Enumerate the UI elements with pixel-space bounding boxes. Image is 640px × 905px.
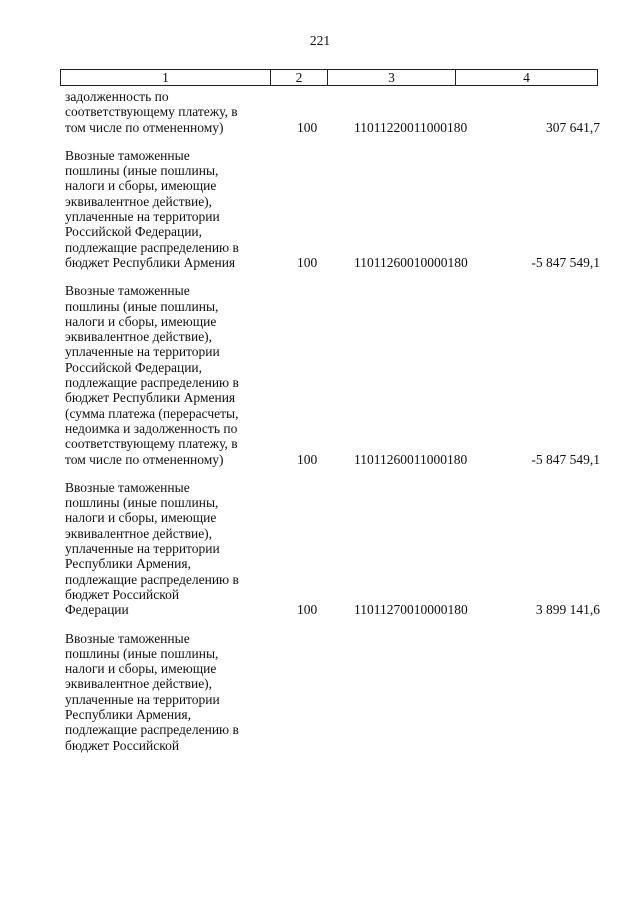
description-line: Республики Армения, [65, 706, 191, 722]
description-line: подлежащие распределению в [65, 239, 239, 255]
row-description [65, 89, 268, 135]
description-line: том числе по отмененному) [65, 119, 224, 135]
table-row [65, 148, 605, 270]
description-line: пошлины (иные пошлины, [65, 645, 219, 661]
table-row [65, 480, 605, 618]
description-line: соответствующему платежу, в [65, 104, 238, 120]
table-row [65, 89, 605, 135]
row-amount: -5 847 549,1 [531, 451, 600, 467]
row-kbk: 11011260011000180 [354, 451, 468, 467]
description-line: бюджет Российской [65, 586, 180, 602]
description-line: бюджет Российской [65, 737, 180, 753]
description-line: Российской Федерации, [65, 224, 203, 240]
description-line: (сумма платежа (перерасчеты, [65, 405, 239, 421]
row-description [65, 480, 268, 618]
description-line: подлежащие распределению в [65, 375, 239, 391]
description-line: Российской Федерации, [65, 359, 203, 375]
description-line: задолженность по [65, 89, 169, 104]
row-kbk: 11011220011000180 [354, 119, 468, 135]
row-code: 100 [297, 451, 318, 467]
row-amount: 307 641,7 [546, 119, 600, 135]
description-line: Республики Армения, [65, 556, 191, 572]
description-line: Ввозные таможенные [65, 283, 190, 299]
table-row [65, 283, 605, 467]
row-description [65, 283, 268, 467]
description-line: уплаченные на территории [65, 691, 220, 707]
description-line: эквивалентное действие), [65, 676, 213, 692]
description-line: подлежащие распределению в [65, 571, 239, 587]
description-line: недоимка и задолженность по [65, 420, 238, 436]
row-description [65, 148, 268, 270]
description-line: бюджет Республики Армения [65, 390, 236, 406]
table-row [65, 631, 605, 753]
description-line: пошлины (иные пошлины, [65, 495, 219, 511]
description-line: Ввозные таможенные [65, 479, 190, 495]
description-line: уплаченные на территории [65, 209, 220, 225]
row-kbk: 11011260010000180 [354, 254, 468, 270]
description-line: эквивалентное действие), [65, 193, 213, 209]
description-line: пошлины (иные пошлины, [65, 298, 219, 314]
description-line: налоги и сборы, имеющие [65, 178, 217, 194]
row-code: 100 [297, 602, 318, 618]
header-col-4: 4 [523, 70, 530, 85]
description-line: уплаченные на территории [65, 344, 220, 360]
description-line: Ввозные таможенные [65, 147, 190, 163]
description-line: Ввозные таможенные [65, 630, 190, 646]
description-line: бюджет Республики Армения [65, 254, 236, 270]
description-line: пошлины (иные пошлины, [65, 163, 219, 179]
description-line: налоги и сборы, имеющие [65, 510, 217, 526]
row-code: 100 [297, 254, 318, 270]
row-amount: -5 847 549,1 [531, 254, 600, 270]
row-description [65, 631, 268, 753]
description-line: подлежащие распределению в [65, 722, 239, 738]
header-col-3: 3 [328, 70, 456, 85]
row-code: 100 [297, 119, 318, 135]
description-line: налоги и сборы, имеющие [65, 313, 217, 329]
header-col-2: 2 [271, 70, 328, 85]
description-line: налоги и сборы, имеющие [65, 661, 217, 677]
row-amount: 3 899 141,6 [535, 602, 600, 618]
description-line: том числе по отмененному) [65, 451, 224, 467]
description-line: уплаченные на территории [65, 541, 220, 557]
description-line: эквивалентное действие), [65, 329, 213, 345]
description-line: Федерации [65, 602, 129, 618]
page-number: 221 [309, 33, 331, 48]
description-line: соответствующему платежу, в [65, 436, 238, 452]
description-line: эквивалентное действие), [65, 525, 213, 541]
table-body [65, 89, 605, 753]
row-kbk: 11011270010000180 [354, 602, 468, 618]
table-header [60, 69, 598, 86]
header-col-1: 1 [61, 70, 271, 85]
